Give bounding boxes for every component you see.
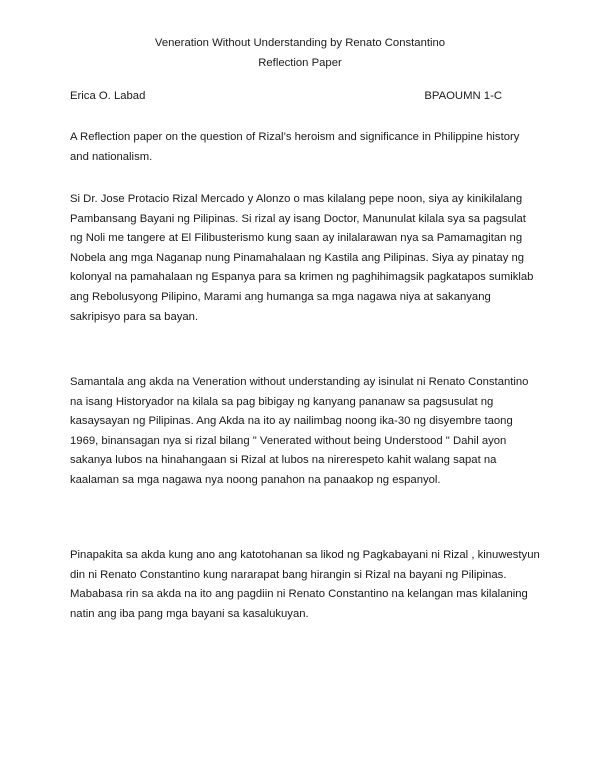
- body-paragraph-2: Samantala ang akda na Veneration without understanding ay isinulat ni Renato Constantino na isang Historyador na kilala sa pag bibigay ng kanyang pananaw sa pagsusulat ng kasaysayan ng Pilipinas. Ang Akda na ito ay nailimbag noong ika-30 ng disyembre taong 1969, binansagan nya si rizal bilang " Venerated without being Understood " Dahil ayon sakanya lubos na hinahangaan si Rizal at lubos na nirerespeto kahit walang sapat na kaalaman sa mga nagawa nya noong panahon na panaakop ng espanyol.: [70, 376, 529, 486]
- title-block: [0, 33, 600, 73]
- author-row: [70, 88, 502, 104]
- body-paragraph-1: Si Dr. Jose Protacio Rizal Mercado y Alonzo o mas kilalang pepe noon, siya ay kinikilalang Pambansang Bayani ng Pilipinas. Si rizal ay isang Doctor, Manunulat kilala sya sa pagsulat ng Noli me tangere at El Filibusterismo kung saan ay inilalarawan nya sa Pamamagitan ng Nobela ang mga Naganap nung Pinamahalaan ng Kastila ang Pilipinas. Siya ay pinatay ng kolonyal na pamahalaan ng Espanya para sa krimen ng paghihimagsik pagkatapos sumiklab ang Rebolusyong Pilipino, Marami ang humanga sa mga nagawa niya at sakanyang sakripisyo para sa bayan.: [70, 193, 534, 323]
- body-paragraph-3: Pinapakita sa akda kung ano ang katotohanan sa likod ng Pagkabayani ni Rizal , kinuwestyun din ni Renato Constantino kung nararapat bang hirangin si Rizal na bayani ng Pilipinas. Mababasa rin sa akda na ito ang pagdiin ni Renato Constantino na kelangan mas kilalaning natin ang iba pang mga bayani sa kasalukuyan.: [70, 549, 540, 620]
- document-subtitle: Reflection Paper: [258, 57, 342, 69]
- intro-paragraph: A Reflection paper on the question of Rizal’s heroism and significance in Philippine history and nationalism.: [70, 131, 520, 163]
- section-code: BPAOUMN 1-C: [424, 90, 502, 102]
- document-title: Veneration Without Understanding by Renato Constantino: [154, 37, 446, 49]
- author-name: Erica O. Labad: [70, 90, 146, 102]
